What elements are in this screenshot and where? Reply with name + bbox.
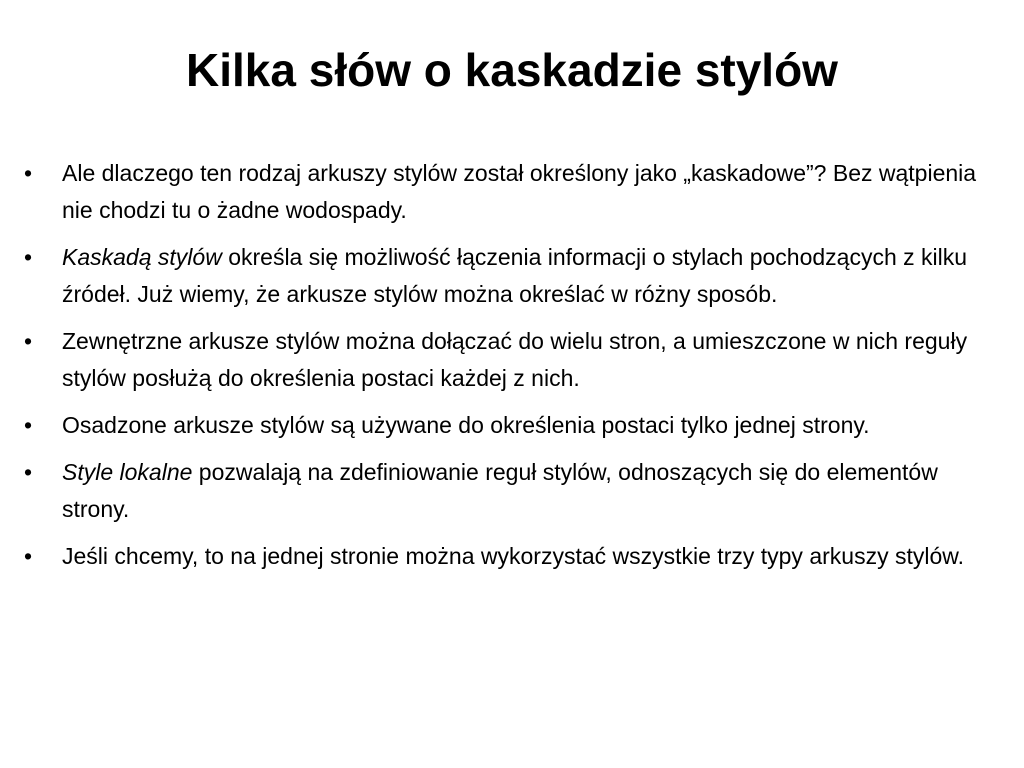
bullet-emphasis: Style lokalne xyxy=(62,459,193,485)
bullet-marker: • xyxy=(24,412,33,438)
bullet-marker: • xyxy=(24,160,33,186)
slide-title: Kilka słów o kaskadzie stylów xyxy=(186,44,838,96)
bullet-item-1 xyxy=(20,155,1005,229)
bullet-item-2 xyxy=(20,239,1005,313)
bullet-text: Zewnętrzne arkusze stylów można dołączać do wielu stron, a umieszczone w nich reguły stylów posłużą do określenia postaci każdej z nich. xyxy=(62,328,968,391)
bullet-marker: • xyxy=(24,459,33,485)
bullet-text: określa się możliwość łączenia informacji o stylach pochodzących z kilku źródeł. Już wiemy, że arkusze stylów można określać w różny sposób. xyxy=(62,244,968,307)
bullet-item-4 xyxy=(20,407,1005,444)
bullet-text: Jeśli chcemy, to na jednej stronie można wykorzystać wszystkie trzy typy arkuszy stylów. xyxy=(62,543,964,569)
bullet-text: Ale dlaczego ten rodzaj arkuszy stylów został określony jako „kaskadowe”? Bez wątpienia nie chodzi tu o żadne wodospady. xyxy=(62,160,977,223)
bullet-text: pozwalają na zdefiniowanie reguł stylów, odnoszących się do elementów strony. xyxy=(62,459,938,522)
bullet-emphasis: Kaskadą stylów xyxy=(62,244,222,270)
bullet-marker: • xyxy=(24,328,33,354)
bullet-marker: • xyxy=(24,543,33,569)
bullet-item-3 xyxy=(20,323,1005,397)
bullet-marker: • xyxy=(24,244,33,270)
bullet-text: Osadzone arkusze stylów są używane do określenia postaci tylko jednej strony. xyxy=(62,412,870,438)
bullet-item-5 xyxy=(20,454,1005,528)
bullet-item-6 xyxy=(20,538,1005,575)
bullet-list xyxy=(20,155,1005,585)
